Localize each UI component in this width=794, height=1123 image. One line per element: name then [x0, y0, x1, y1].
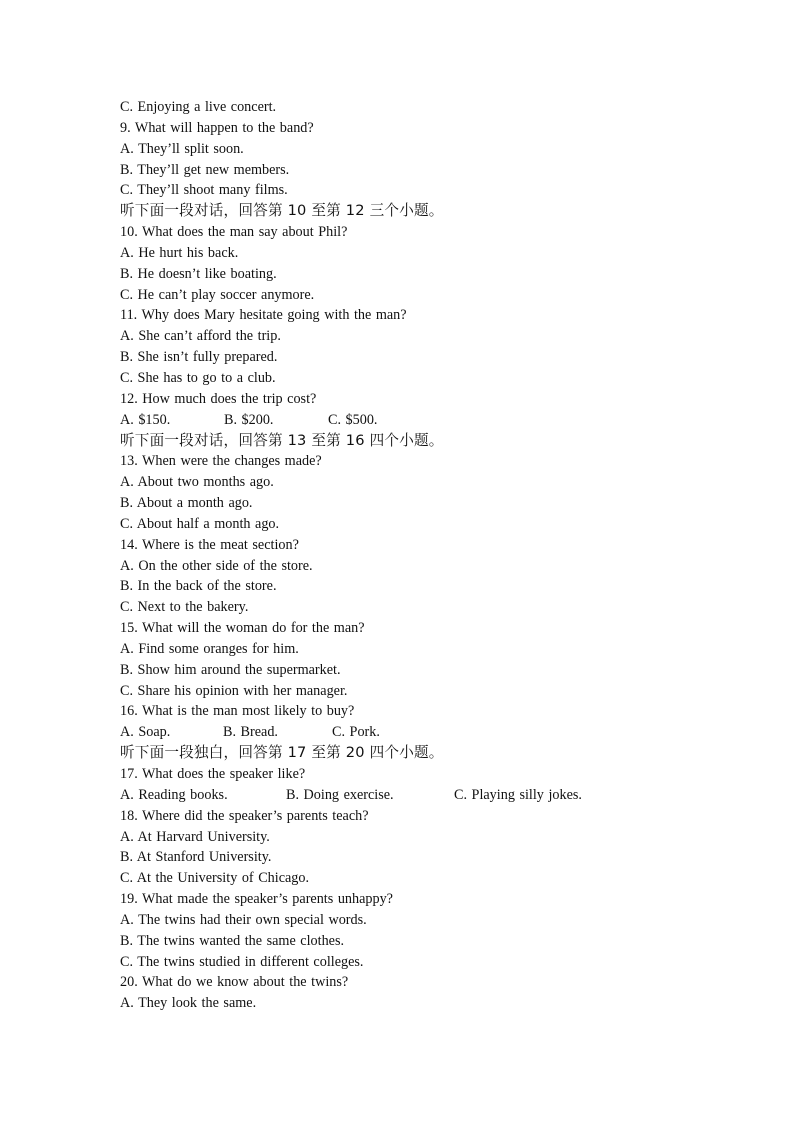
- line-33: 17. What does the speaker like?: [120, 766, 306, 782]
- line-21: C. About half a month ago.: [120, 515, 280, 532]
- line-19: A. About two months ago.: [120, 474, 274, 491]
- options-row-16: [120, 722, 760, 743]
- option-a: A. Reading books.: [120, 786, 228, 803]
- line-27: A. Find some oranges for him.: [120, 640, 299, 657]
- line-42: C. The twins studied in different colleges.: [120, 953, 364, 970]
- line-12: A. She can’t afford the trip.: [120, 328, 281, 345]
- line-36: A. At Harvard University.: [120, 828, 270, 845]
- line-25: C. Next to the bakery.: [120, 599, 249, 616]
- option-c: C. Playing silly jokes.: [454, 786, 582, 803]
- line-15: 12. How much does the trip cost?: [120, 390, 317, 407]
- line-7: 10. What does the man say about Phil?: [120, 224, 348, 241]
- line-3: A. They’ll split soon.: [120, 140, 244, 157]
- line-24: B. In the back of the store.: [120, 578, 277, 595]
- line-11: 11. Why does Mary hesitate going with the man?: [120, 307, 407, 324]
- options-row-17: [120, 785, 760, 806]
- option-a: A. $150.: [120, 411, 171, 428]
- line-10: C. He can’t play soccer anymore.: [120, 286, 315, 303]
- line-18: 13. When were the changes made?: [120, 453, 322, 470]
- line-41: B. The twins wanted the same clothes.: [120, 932, 345, 949]
- line-35: 18. Where did the speaker’s parents teach?: [120, 807, 369, 824]
- line-38: C. At the University of Chicago.: [120, 870, 310, 887]
- option-c: C. Pork.: [332, 724, 380, 741]
- option-a: A. Soap.: [120, 724, 171, 741]
- line-40: A. The twins had their own special words.: [120, 911, 367, 928]
- line-2: 9. What will happen to the band?: [120, 119, 314, 136]
- line-14: C. She has to go to a club.: [120, 369, 276, 386]
- exam-page: [120, 97, 760, 1014]
- option-c: C. $500.: [328, 411, 378, 428]
- line-20: B. About a month ago.: [120, 495, 253, 512]
- option-b: B. Bread.: [223, 724, 278, 741]
- line-5: C. They’ll shoot many films.: [120, 182, 288, 199]
- option-b: B. Doing exercise.: [286, 786, 394, 803]
- line-22: 14. Where is the meat section?: [120, 536, 299, 553]
- line-8: A. He hurt his back.: [120, 244, 239, 261]
- options-row-12: [120, 410, 760, 431]
- section-heading-1: 听下面一段对话，回答第 10 至第 12 三个小题。: [120, 202, 444, 220]
- line-39: 19. What made the speaker’s parents unhappy?: [120, 891, 393, 908]
- line-30: 16. What is the man most likely to buy?: [120, 703, 355, 720]
- line-4: B. They’ll get new members.: [120, 161, 290, 178]
- line-26: 15. What will the woman do for the man?: [120, 620, 365, 637]
- option-b: B. $200.: [224, 411, 274, 428]
- section-heading-2: 听下面一段对话，回答第 13 至第 16 四个小题。: [120, 431, 444, 449]
- line-37: B. At Stanford University.: [120, 849, 272, 866]
- line-44: A. They look the same.: [120, 995, 257, 1012]
- line-28: B. Show him around the supermarket.: [120, 661, 341, 678]
- line-43: 20. What do we know about the twins?: [120, 974, 349, 991]
- line-9: B. He doesn’t like boating.: [120, 265, 277, 282]
- line-1: C. Enjoying a live concert.: [120, 99, 277, 115]
- line-23: A. On the other side of the store.: [120, 557, 313, 574]
- line-13: B. She isn’t fully prepared.: [120, 349, 278, 366]
- section-heading-3: 听下面一段独白，回答第 17 至第 20 四个小题。: [120, 744, 444, 762]
- line-29: C. Share his opinion with her manager.: [120, 682, 348, 699]
